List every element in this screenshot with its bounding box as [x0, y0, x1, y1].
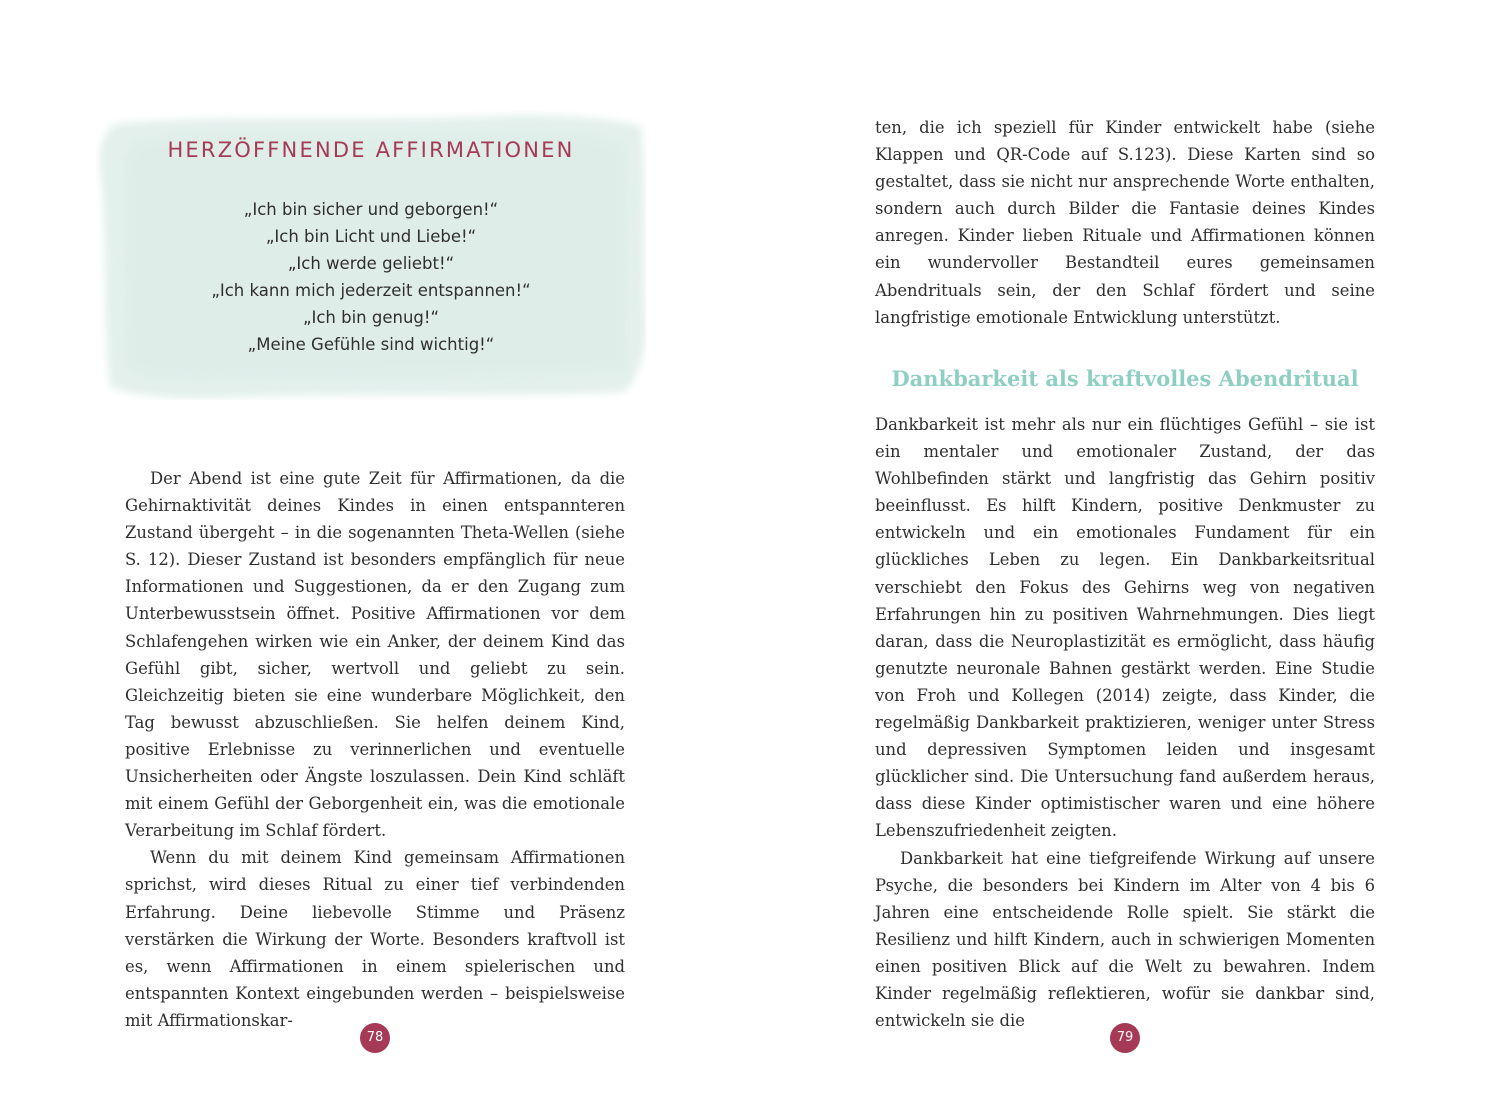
box-title: HERZÖFFNENDE AFFIRMATIONEN [167, 138, 575, 162]
right-intro-text [875, 114, 1375, 331]
body-paragraph: Dankbarkeit ist mehr als nur ein flüchtiges Gefühl – sie ist ein mentaler und emotionaler Zustand, der das Wohlbefinden stärkt und langfristig das Gehirn positiv beeinflusst. Es hilft Kindern, positive Denkmuster zu entwickeln und ein emotionales Fundament für ein glückliches Leben zu legen. Ein Dankbarkeitsritual verschiebt den Fokus des Gehirns weg von negativen Erfahrungen hin zu positiven Wahrnehmungen. Dies liegt daran, dass die Neuroplastizität es ermöglicht, dass häufig genutzte neuronale Bahnen gestärkt werden. Eine Studie von Froh und Kollegen (2014) zeigte, dass Kinder, die regelmäßig Dankbarkeit praktizieren, weniger unter Stress und depressiven Symptomen leiden und insgesamt glücklicher sind. Die Untersuchung fand außerdem heraus, dass diese Kinder optimistischer waren und eine höhere Lebenszufriedenheit zeigten. [875, 415, 1375, 841]
affirmation-item: „Ich bin Licht und Liebe!“ [265, 227, 477, 246]
page-number-badge: 79 [1110, 1023, 1140, 1053]
body-paragraph: Dankbarkeit hat eine tiefgreifende Wirkung auf unsere Psyche, die besonders bei Kindern im Alter von 4 bis 6 Jahren eine entscheidende Rolle spielt. Sie stärkt die Resilienz und hilft Kindern, auch in schwierigen Momenten einen positiven Blick auf die Welt zu bewahren. Indem Kinder regelmäßig reflektieren, wofür sie dankbar sind, entwickeln sie die [875, 848, 1375, 1031]
right-body-text [875, 411, 1375, 1034]
section-heading: Dankbarkeit als kraftvolles Abendritual [891, 366, 1359, 391]
affirmation-item: „Ich kann mich jederzeit entspannen!“ [211, 281, 531, 300]
affirmation-item: „Ich werde geliebt!“ [287, 254, 455, 273]
affirmation-item: „Meine Gefühle sind wichtig!“ [247, 335, 495, 354]
body-paragraph: Der Abend ist eine gute Zeit für Affirmationen, da die Gehirnaktivität deines Kindes in einen entspannteren Zustand übergeht – in die sogenannten Theta-Wellen (siehe S. 12). Dieser Zustand ist besonders empfänglich für neue Informationen und Suggestionen, da er den Zugang zum Unterbewusstsein öffnet. Positive Affirmationen vor dem Schlafengehen wirken wie ein Anker, der deinem Kind das Gefühl gibt, sicher, wertvoll und geliebt zu sein. Gleichzeitig bieten sie eine wunderbare Möglichkeit, den Tag bewusst abzuschließen. Sie helfen deinem Kind, positive Erlebnisse zu verinnerlichen und eventuelle Unsicherheiten oder Ängste loszulassen. Dein Kind schläft mit einem Gefühl der Geborgenheit ein, was die emotionale Verarbeitung im Schlaf fördert. [125, 469, 625, 841]
left-body-text [125, 465, 625, 1034]
body-paragraph: ten, die ich speziell für Kinder entwickelt habe (siehe Klappen und QR-Code auf S.123). Diese Karten sind so gestaltet, dass sie nicht nur ansprechende Worte enthalten, sondern auch durch Bilder die Fantasie deines Kindes anregen. Kinder lieben Rituale und Affirmationen können ein wundervoller Bestandteil eures gemeinsamen Abendrituals sein, der den Schlaf fördert und seine langfristige emotionale Entwicklung unterstützt. [875, 118, 1375, 327]
body-paragraph: Wenn du mit deinem Kind gemeinsam Affirmationen sprichst, wird dieses Ritual zu einer tief verbindenden Erfahrung. Deine liebevolle Stimme und Präsenz verstärken die Wirkung der Worte. Besonders kraftvoll ist es, wenn Affirmationen in einem spielerischen und entspannten Kontext eingebunden werden – beispielsweise mit Affirmationskar- [125, 848, 625, 1030]
affirmation-list [96, 196, 646, 358]
affirmations-box [96, 110, 646, 400]
affirmation-item: „Ich bin sicher und geborgen!“ [243, 200, 499, 219]
affirmation-item: „Ich bin genug!“ [302, 308, 440, 327]
right-page [750, 0, 1500, 1097]
page-number-badge: 78 [360, 1023, 390, 1053]
